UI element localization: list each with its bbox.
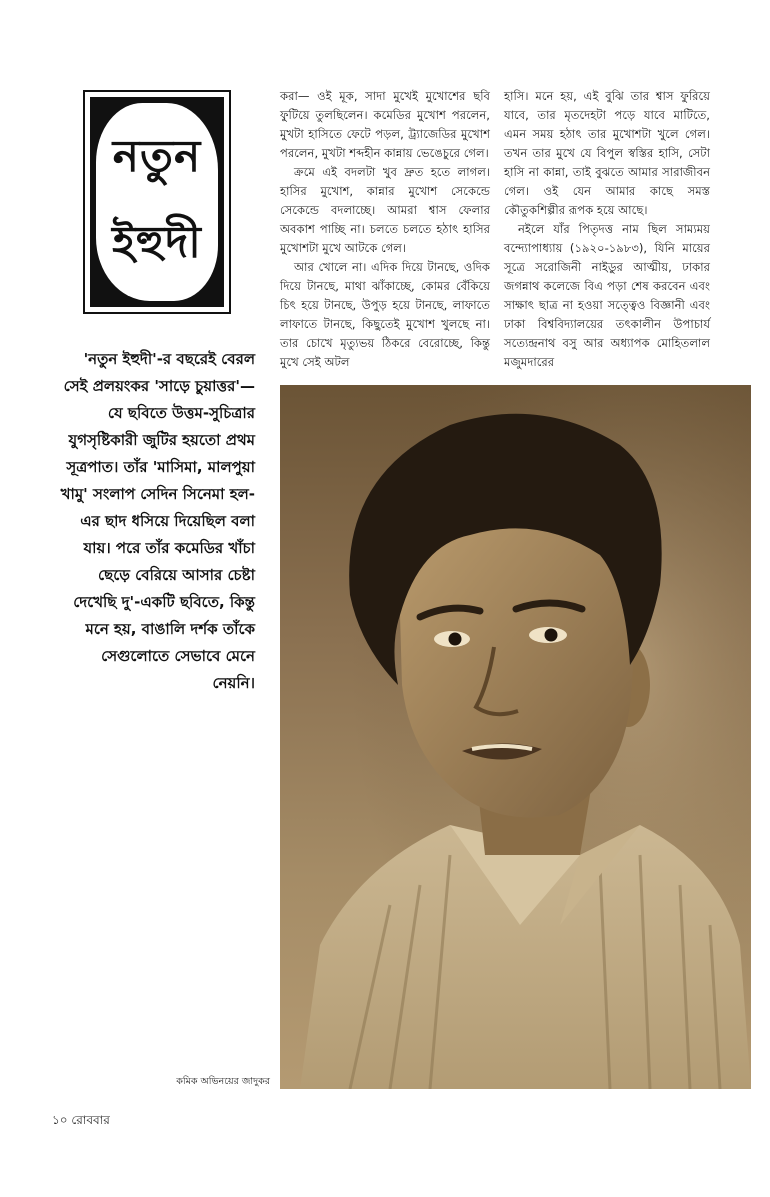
page-footer: ১০ রোববার	[52, 1113, 110, 1127]
pull-quote: 'নতুন ইহুদী'-র বছরেই বেরল সেই প্রলয়ংকর 'সাড়ে চুয়াত্তর'— যে ছবিতে উত্তম-সুচিত্রার যুগসৃষ্টিকারী জুটির হয়তো প্রথম সূত্রপাত। তাঁর 'মাসিমা, মালপুয়া খামু' সংলাপ সেদিন সিনেমা হল-এর ছাদ ধসিয়ে দিয়েছিল বলা যায়। পরে তাঁর কমেডির খাঁচা ছেড়ে বেরিয়ে আসার চেষ্টা দেখেছি দু'-একটি ছবিতে, কিন্তু মনে হয়, বাঙালি দর্শক তাঁকে সেগুলোতে সেভাবে মেনে নেয়নি।	[60, 350, 255, 692]
photo-caption: কমিক অভিনয়ের জাদুকর	[176, 1076, 270, 1087]
column-1-paragraph-2: ক্রমে এই বদলটা খুব দ্রুত হতে লাগল। হাসির মুখোশ, কান্নার মুখোশ সেকেন্ডে সেকেন্ডে বদলাচ্ছে। আমরা শ্বাস ফেলার অবকাশ পাচ্ছি না। চলতে চলতে হঠাৎ হাসির মুখোশটা মুখে আটকে গেল।	[280, 165, 490, 255]
title-logo-frame	[90, 97, 224, 307]
title-line-2: ইহুদী	[112, 217, 202, 268]
column-1-paragraph-3: আর খোলে না। এদিক দিয়ে টানছে, ওদিক দিয়ে টানছে, মাথা ঝাঁকাচ্ছে, কোমর বেঁকিয়ে চিৎ হয়ে টানছে, উপুড় হয়ে টানছে, লাফাতে লাফাতে টানছে, কিছুতেই মুখোশ খুলছে না। তার চোখে মৃত্যুভয় ঠিকরে বেরোচ্ছে, কিন্তু মুখে সেই অটল	[280, 260, 490, 369]
column-2-paragraph-2: নইলে যাঁর পিতৃদত্ত নাম ছিল সাম্যময় বন্দ্যোপাধ্যায় (১৯২০-১৯৮৩), যিনি মায়ের সূত্রে সরোজিনী নাইডুর আত্মীয়, ঢাকার জগন্নাথ কলেজে বিএ পড়া শেষ করবেন এবং সাক্ষাৎ ছাত্র না হওয়া সত্ত্বেও বিজ্ঞানী এবং ঢাকা বিশ্ববিদ্যালয়ের তৎকালীন উপাচার্য সত্যেন্দ্রনাথ বসু আর অধ্যাপক মোহিতলাল মজুমদারের	[504, 222, 710, 369]
title-line-1: নতুন	[112, 131, 202, 182]
portrait-photo	[280, 385, 751, 1089]
column-1-paragraph-1: করা— ওই মূক, সাদা মুখেই মুখোশের ছবি ফুটিয়ে তুলছিলেন। কমেডির মুখোশ পরলেন, মুখটা হাসিতে ফেটে পড়ল, ট্র্যাজেডির মুখোশ পরলেন, মুখটা শব্দহীন কান্নায় ভেঙেচুরে গেল।	[280, 89, 490, 160]
title-logo	[83, 90, 231, 314]
column-2-paragraph-1: হাসি। মনে হয়, এই বুঝি তার শ্বাস ফুরিয়ে যাবে, তার মৃতদেহটা পড়ে যাবে মাটিতে, এমন সময় হঠাৎ তার মুখোশটা খুলে গেল। তখন তার মুখে যে বিপুল স্বস্তির হাসি, সেটা হাসি না কান্না, তাই বুঝতে আমার সারাজীবন গেল। ওই যেন আমার কাছে সমস্ত কৌতুকশিল্পীর রূপক হয়ে আছে।	[504, 89, 710, 217]
article-column-2	[504, 87, 710, 372]
portrait-illustration	[280, 385, 751, 1089]
article-column-1	[280, 87, 490, 372]
